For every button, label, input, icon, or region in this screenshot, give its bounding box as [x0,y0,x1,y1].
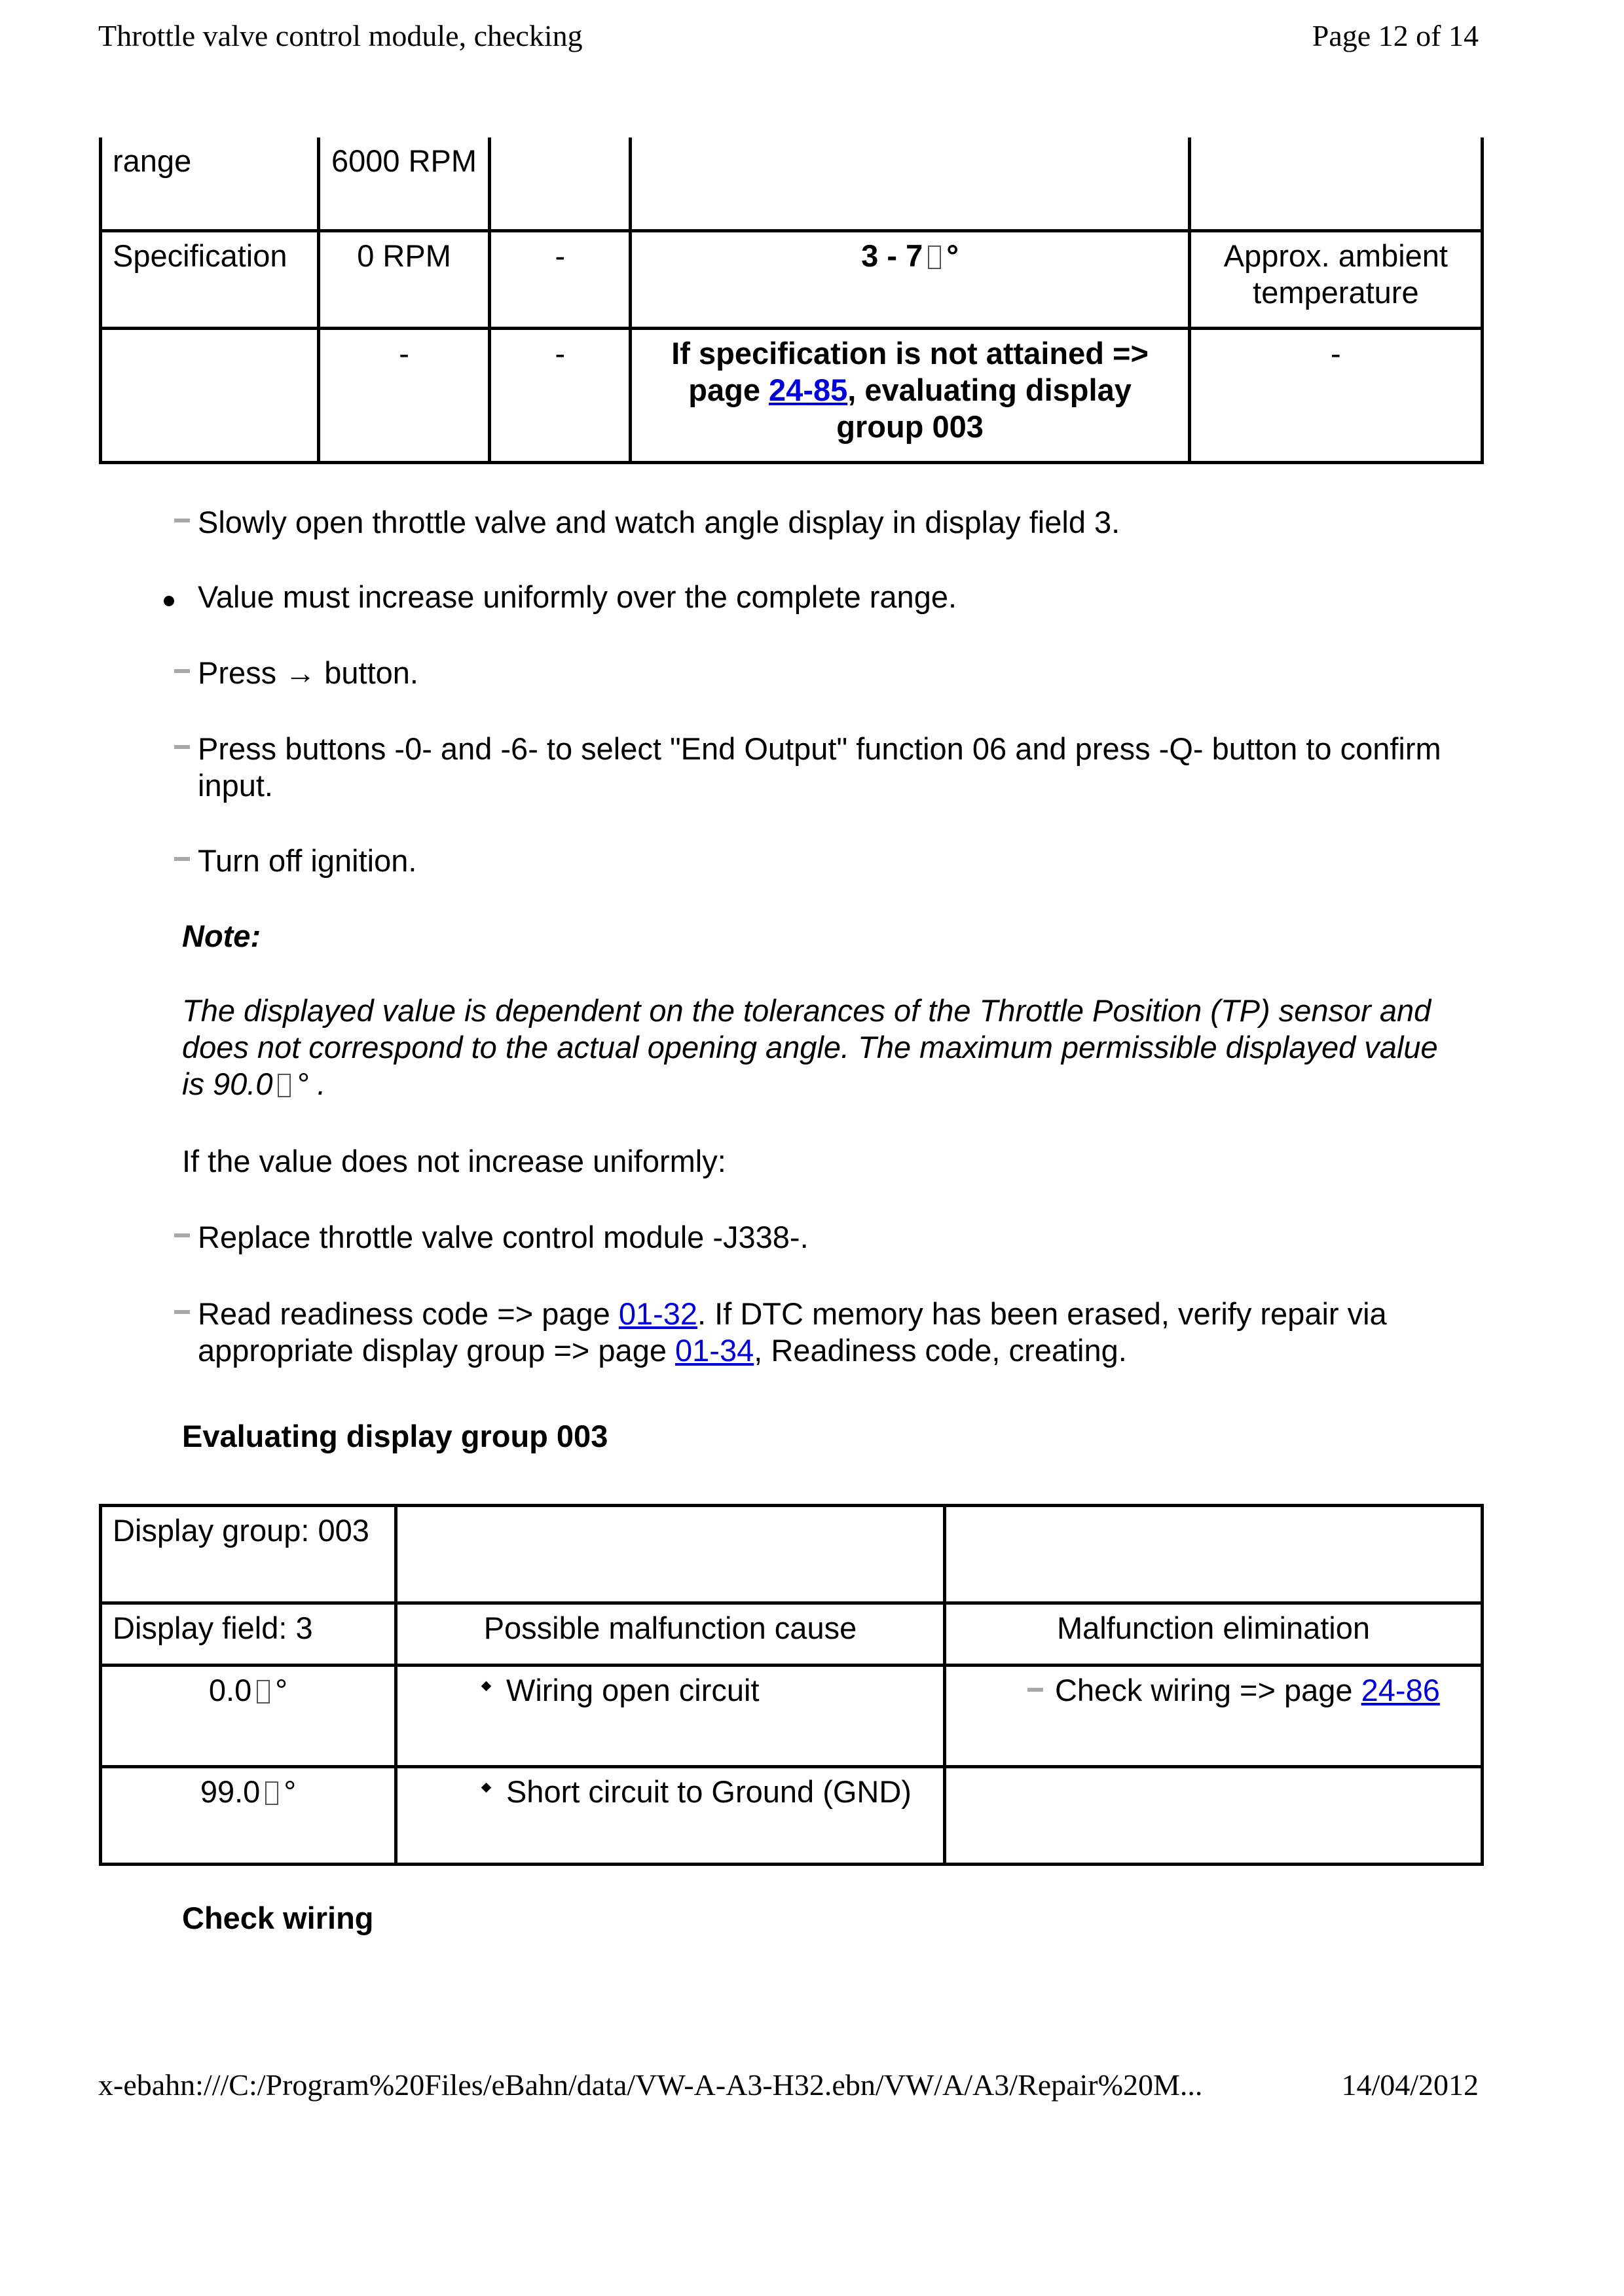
table-cell: Specification [101,231,319,329]
cause-text: Short circuit to Ground (GND) [506,1774,912,1809]
cell-text: 6000 RPM [331,143,477,178]
bullet-icon [164,596,174,606]
missing-glyph-icon [928,246,941,269]
note-body [182,993,1466,1102]
display-value: 0.0 [208,1673,252,1707]
degree-unit: ° . [296,1066,326,1101]
page-header [98,18,1479,58]
degree-unit: ° [284,1774,297,1809]
text-fragment: , Readiness code, creating. [754,1333,1127,1368]
missing-glyph-icon [278,1074,291,1097]
step-text: Press → button. [198,655,418,690]
dash-icon [174,1233,190,1237]
page-link-24-85[interactable]: 24-85 [769,373,848,407]
table-cell [101,329,319,463]
step-text [172,1296,1494,1369]
column-header-cause: Possible malfunction cause [396,1603,944,1666]
dash-icon [174,669,190,673]
section-heading-check-wiring: Check wiring [182,1901,374,1935]
table-cell: - [490,329,631,463]
result-item [172,579,1494,615]
section-heading-evaluating: Evaluating display group 003 [182,1419,608,1453]
table-row [101,137,1483,231]
cause-text: Wiring open circuit [506,1673,760,1707]
evaluation-table [99,1504,1484,1866]
step-text: Turn off ignition. [198,843,417,878]
cause-item [473,1672,932,1709]
table-cell [318,137,489,231]
table-cell: Approx. ambient temperature [1189,231,1482,329]
table-cell [1189,137,1482,231]
step-text: Slowly open throttle valve and watch angle display in display field 3. [198,505,1120,539]
display-value: 99.0 [200,1774,261,1809]
table-row [101,1767,1483,1865]
spec-angle-value: 3 - 7 [861,238,923,273]
step-item [172,1296,1494,1369]
source-url: x-ebahn:///C:/Program%20Files/eBahn/data/VW-A-A3-H32.ebn/VW/A/A3/Repair%20M... [98,2068,1203,2102]
degree-unit: ° [946,238,959,273]
step-text: Press buttons -0- and -6- to select "End Output" function 06 and press -Q- button to confirm input. [198,731,1441,803]
step-item [172,731,1494,804]
table-cell [396,1506,944,1603]
step-item [172,655,1494,691]
table-row [101,329,1483,463]
dash-icon [1027,1688,1043,1692]
cell-text: , evaluating display group 003 [836,373,1132,444]
print-date: 14/04/2012 [1341,2068,1479,2102]
display-field-label: Display field: 3 [101,1603,396,1666]
table-cell: 0 RPM [318,231,489,329]
table-cell [944,1506,1482,1603]
dash-icon [174,745,190,749]
table-row [101,1666,1483,1767]
table-row [101,1506,1483,1603]
page-link-24-86[interactable]: 24-86 [1361,1673,1440,1707]
note-heading: Note: [182,919,261,953]
missing-glyph-icon [265,1781,278,1805]
dash-icon [174,519,190,522]
cause-cell [396,1767,944,1865]
elimination-text: Check wiring => page [1054,1673,1361,1707]
column-header-elimination: Malfunction elimination [944,1603,1482,1666]
step-item [172,504,1494,541]
spec-angle-cell [631,231,1189,329]
step-text: Replace throttle valve control module -J338-. [198,1220,809,1254]
text-fragment: Read readiness code => page [198,1296,619,1331]
diamond-bullet-icon [481,1783,492,1793]
step-item [172,1219,1494,1256]
table-cell: - [490,231,631,329]
page-number: Page 12 of 14 [1312,19,1479,52]
degree-unit: ° [275,1673,288,1707]
display-value-cell [101,1767,396,1865]
cause-item [473,1774,932,1810]
cell-text: If specification is not attained => page [671,336,1149,407]
missing-glyph-icon [257,1680,270,1704]
document-title: Throttle valve control module, checking [98,19,583,52]
page-link-01-34[interactable]: 01-34 [675,1333,754,1368]
table-header-row [101,1603,1483,1666]
page-link-01-32[interactable]: 01-32 [618,1296,698,1331]
specification-table [99,137,1484,464]
text-fragment: . If DTC memory has been erased, verify repair via appropriate display group => page [198,1296,1387,1368]
note-text: The displayed value is dependent on the tolerances of the Throttle Position (TP) sensor and does not correspond to the actual opening angle. The maximum permissible displayed value is 90.0 [182,993,1438,1101]
condition-text: If the value does not increase uniformly: [182,1144,726,1178]
dash-icon [174,1310,190,1314]
elimination-cell [944,1767,1482,1865]
display-group-label: Display group: 003 [101,1506,396,1603]
spec-not-attained-cell [631,329,1189,463]
elimination-item [1022,1672,1470,1709]
diamond-bullet-icon [481,1681,492,1692]
table-cell: - [1189,329,1482,463]
table-row [101,231,1483,329]
step-item [172,843,1494,879]
step-text: Value must increase uniformly over the complete range. [198,579,957,614]
dash-icon [174,857,190,861]
table-cell [631,137,1189,231]
table-cell [490,137,631,231]
table-cell: - [318,329,489,463]
display-value-cell [101,1666,396,1767]
elimination-cell [944,1666,1482,1767]
cause-cell [396,1666,944,1767]
table-cell: range [101,137,319,231]
